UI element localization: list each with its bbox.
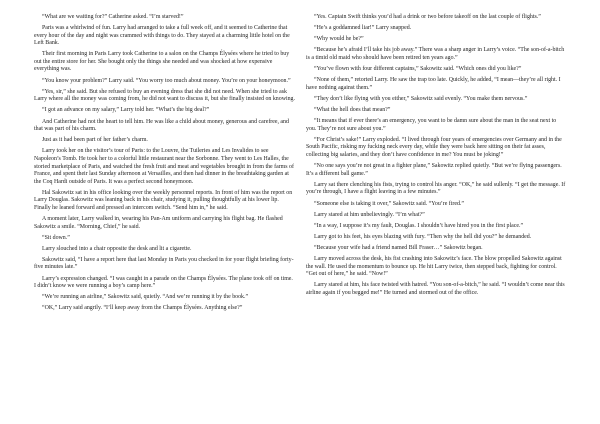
paragraph: Sakowitz said, “I have a report here that last Monday in Paris you checked in for your flight briefing forty-five minutes late.” bbox=[34, 256, 294, 271]
paragraph: Larry’s expression changed. “I was caught in a parade on the Champs Élysées. The plane took off on time. I didn’t know we were running a boy’s camp here.” bbox=[34, 275, 293, 290]
paragraph: “No one says you’re not great in a fighter plane,” Sakowitz replied quietly. “But we’re flying passengers. It’s a different ball game.” bbox=[306, 163, 562, 177]
paragraph: “They don’t like flying with you either,” Sakowitz said evenly. “You make them nervous.” bbox=[314, 95, 528, 102]
left-text-column bbox=[34, 14, 295, 317]
paragraph: “We’re running an airline,” Sakowitz said, quietly. “And we’re running it by the book.” bbox=[42, 294, 249, 301]
paragraph: “He’s a goddamned liar!” Larry snapped. bbox=[314, 25, 412, 32]
paragraph: Larry took her on the visitor’s tour of Paris: to the Louvre, the Tuileries and Les Invalides to see Napoleon’s Tomb. He took her to a colorful little restaurant near the Sorbonne. They went to Les Halles, the storied marketplace of Paris, and watched the fresh fruit and meat and vegetables brought in from the farms of France, and spent their last Sunday afternoon at Versailles, and then had dinner in the breathtaking garden at the Coq Hardi outside of Paris. It was a perfect second honeymoon. bbox=[34, 148, 294, 185]
paragraph: “I got an advance on my salary,” Larry told her. “What’s the big deal?” bbox=[42, 107, 210, 114]
paragraph: “It means that if ever there’s an emergency, you want to be damn sure about the man in the seat next to you. They’re not sure about you.” bbox=[306, 118, 557, 132]
paragraph: A moment later, Larry walked in, wearing his Pan-Am uniform and carrying his flight bag. He flashed Sakowitz a smile. “Morning, Chief,” he said. bbox=[34, 215, 283, 230]
paragraph: “Because he’s afraid I’ll take his job away.” There was a sharp anger in Larry’s voice. “The son-of-a-bitch is a timid old maid who should have been retired ten years ago.” bbox=[306, 47, 565, 61]
paragraph: “Someone else is taking it over,” Sakowitz said. “You’re fired.” bbox=[314, 200, 464, 207]
paragraph: “Why would he be?” bbox=[314, 36, 364, 43]
paragraph: Larry slouched into a chair opposite the desk and lit a cigarette. bbox=[42, 245, 192, 252]
paragraph: Larry moved across the desk, his fist crashing into Sakowitz’s face. The blow propelled Sakowitz against the wall. He used the momentum to bounce up. He hit Larry twice, then stepped back, fighting for control. “Get out of here,” he said. “Now!” bbox=[306, 256, 562, 278]
paragraph: “Yes, sir,” she said. But she refused to buy an evening dress that she did not need. When she tried to ask Larry where all the money was coming from, he did not want to discuss it, but she finally insisted on knowing. bbox=[34, 88, 295, 103]
paragraph: Paris was a whirlwind of fun. Larry had arranged to take a full week off, and it seemed to Catherine that every hour of the day and night was crammed with things to do. They stayed at a charming little hotel on the Left Bank. bbox=[34, 25, 290, 47]
paragraph: “For Christ’s sake!” Larry exploded. “I lived through four years of emergencies over Germany and in the South Pacific, risking my fucking neck every day, while they were back here sitting on their fat asses, collecting big salaries, and they don’t have confidence in me? You must be joking!” bbox=[306, 136, 562, 158]
paragraph: Larry got to his feet, his eyes blazing with fury. “Then why the hell did you?” he demanded. bbox=[314, 233, 532, 240]
paragraph: Larry sat there clenching his fists, trying to control his anger. “OK,” he said sullenly. “I get the message. If you’re through, I have a flight leaving in a few minutes.” bbox=[306, 181, 566, 196]
paragraph: “OK,” Larry said angrily. “I’ll keep away from the Champs Élysées. Anything else?” bbox=[42, 305, 243, 312]
paragraph: “None of them,” retorted Larry. He saw the trap too late. Quickly, he added, “I mean—they’re all right. I have nothing against them.” bbox=[306, 77, 561, 91]
paragraph: “Yes. Captain Swift thinks you’d had a drink or two before takeoff on the last couple of flights.” bbox=[314, 14, 541, 20]
right-text-column bbox=[306, 14, 568, 301]
paragraph: “In a way, I suppose it’s my fault, Douglas. I shouldn’t have hired you in the first place.” bbox=[314, 222, 524, 229]
paragraph: Just as it had been part of her father’s charm. bbox=[42, 137, 148, 144]
paragraph: Their first morning in Paris Larry took Catherine to a salon on the Champs Élysées where he tried to buy out the entire store for her. She bought only the things she needed and was shocked at how expensive everything was. bbox=[34, 51, 290, 73]
paragraph: And Catherine had not the heart to tell him. He was like a child about money, generous and carefree, and that was part of his charm. bbox=[34, 118, 289, 133]
paragraph: Larry stared at him, his face twisted with hatred. “You son-of-a-bitch,” he said. “I wouldn’t come near this airline again if you begged me!” He turned and stormed out of the office. bbox=[306, 282, 565, 296]
paragraph: “You’ve flown with four different captains,” Sakowitz said. “Which ones did you like?” bbox=[314, 66, 522, 73]
paragraph: “What are we waiting for?” Catherine asked. “I’m starved!” bbox=[42, 14, 184, 20]
paragraph: Larry stared at him unbelievingly. “I’m what?” bbox=[314, 211, 425, 218]
paragraph: Hal Sakowitz sat in his office looking over the weekly personnel reports. In front of him was the report on Larry Douglas. Sakowitz was leaning back in his chair, studying it, pulling thoughtfully at his lower lip. Finally he leaned forward and pressed an intercom switch. “Send him in,” he said. bbox=[34, 189, 293, 211]
paragraph: “Because your wife had a friend named Bill Fraser…” Sakowitz began. bbox=[314, 245, 483, 252]
paragraph: “What the hell does that mean?” bbox=[314, 107, 391, 114]
paragraph: “You know your problem?” Larry said. “You worry too much about money. You’re on your honeymoon.” bbox=[42, 77, 291, 84]
paragraph: “Sit down.” bbox=[42, 234, 70, 241]
